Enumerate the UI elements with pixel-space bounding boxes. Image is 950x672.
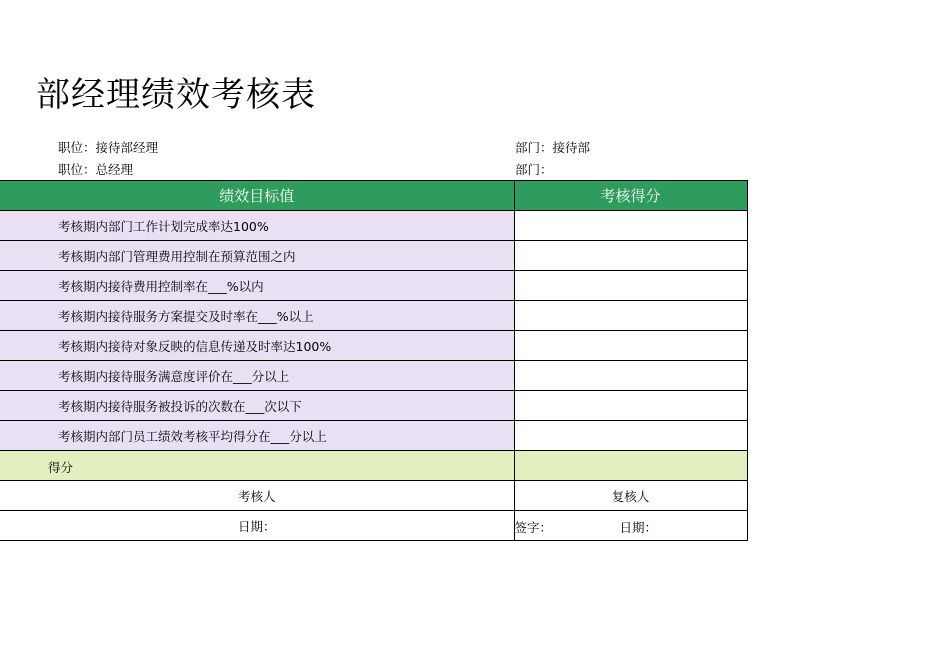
score-cell[interactable]	[514, 391, 747, 421]
goal-cell: 考核期内部门员工绩效考核平均得分在___分以上	[0, 421, 514, 451]
score-cell[interactable]	[514, 211, 747, 241]
table-row	[0, 421, 747, 451]
table-row	[0, 301, 747, 331]
evaluation-table	[0, 180, 748, 541]
score-cell[interactable]	[514, 271, 747, 301]
score-cell[interactable]	[514, 331, 747, 361]
score-cell[interactable]	[514, 301, 747, 331]
department-info-1: 部门：接待部	[515, 140, 591, 155]
date-left-label: 日期：	[237, 518, 276, 534]
sheet-title: 部经理绩效考核表	[36, 75, 316, 115]
table-row	[0, 331, 747, 361]
reviewer-row	[0, 481, 747, 511]
goal-cell: 考核期内接待服务满意度评价在___分以上	[0, 361, 514, 391]
header-goal: 绩效目标值	[0, 181, 514, 211]
total-row	[0, 451, 747, 481]
goal-cell: 考核期内接待对象反映的信息传递及时率达100%	[0, 331, 514, 361]
table-row	[0, 271, 747, 301]
date-right-label: 日期：	[619, 520, 658, 535]
rechecker-label: 复核人	[514, 481, 747, 511]
total-score-cell[interactable]	[514, 451, 747, 481]
table-row	[0, 391, 747, 421]
header-score: 考核得分	[514, 181, 747, 211]
position-info-2: 职位：总经理	[58, 162, 134, 177]
total-label-cell	[0, 451, 514, 481]
total-label: 得分	[48, 460, 74, 475]
position-info-1: 职位：接待部经理	[58, 140, 159, 155]
department-info-2: 部门：	[515, 162, 553, 177]
date-left-cell[interactable]	[0, 511, 514, 541]
table-row	[0, 211, 747, 241]
score-cell[interactable]	[514, 361, 747, 391]
table-row	[0, 361, 747, 391]
goal-cell: 考核期内部门工作计划完成率达100%	[0, 211, 514, 241]
sign-label: 签字：	[514, 520, 553, 535]
reviewer-label: 考核人	[0, 481, 514, 511]
goal-cell: 考核期内接待费用控制率在___%以内	[0, 271, 514, 301]
signature-cell[interactable]	[514, 511, 747, 541]
goal-cell: 考核期内接待服务被投诉的次数在___次以下	[0, 391, 514, 421]
table-row	[0, 241, 747, 271]
goal-cell: 考核期内部门管理费用控制在预算范围之内	[0, 241, 514, 271]
score-cell[interactable]	[514, 421, 747, 451]
sheet-title-container	[0, 70, 330, 120]
score-cell[interactable]	[514, 241, 747, 271]
signature-row	[0, 511, 747, 541]
goal-cell: 考核期内接待服务方案提交及时率在___%以上	[0, 301, 514, 331]
table-header-row	[0, 181, 747, 211]
